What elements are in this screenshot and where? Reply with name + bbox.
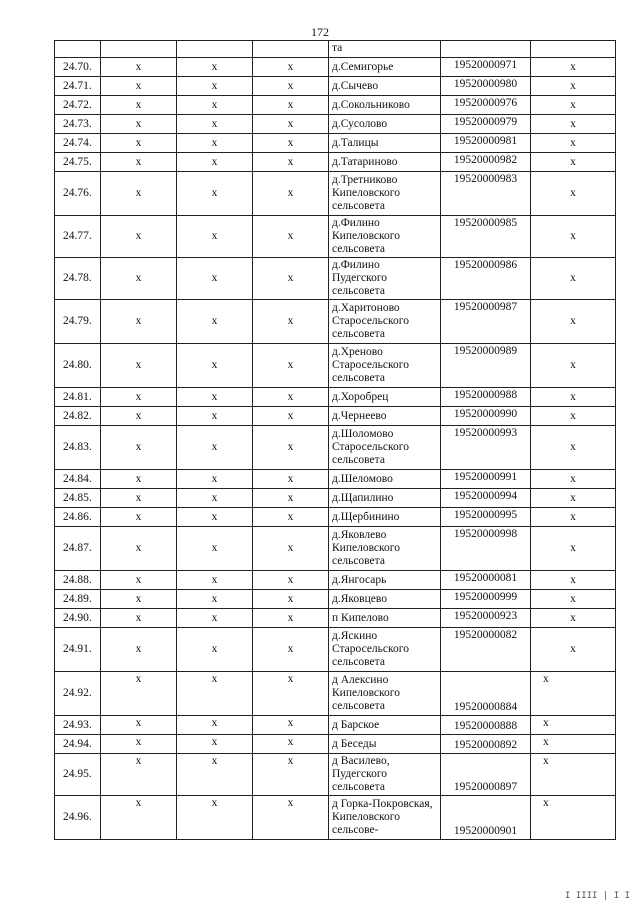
table-row (55, 407, 616, 426)
mark-cell: х (253, 508, 329, 527)
settlement-name: д Алексино Кипеловского сельсовета (329, 672, 441, 716)
oktmo-code: 19520000976 (441, 96, 531, 115)
table-row (55, 796, 616, 840)
oktmo-code: 19520000993 (441, 426, 531, 470)
mark-cell: х (531, 527, 616, 571)
mark-cell: х (177, 508, 253, 527)
mark-cell: х (101, 754, 177, 796)
settlement-name: д Василево, Пудегского сельсовета (329, 754, 441, 796)
table-row (55, 590, 616, 609)
mark-cell: х (531, 754, 616, 796)
table-row (55, 388, 616, 407)
row-number: 24.90. (55, 609, 101, 628)
oktmo-code: 19520000082 (441, 628, 531, 672)
oktmo-code: 19520000884 (441, 672, 531, 716)
mark-cell: х (101, 388, 177, 407)
row-number: 24.88. (55, 571, 101, 590)
mark-cell: х (253, 426, 329, 470)
table-row (55, 735, 616, 754)
mark-cell: х (101, 344, 177, 388)
oktmo-code: 19520000989 (441, 344, 531, 388)
mark-cell: х (101, 735, 177, 754)
oktmo-code: 19520000980 (441, 77, 531, 96)
settlement-name: д.Яковлево Кипеловского сельсовета (329, 527, 441, 571)
mark-cell: х (253, 344, 329, 388)
mark-cell: х (253, 527, 329, 571)
row-number: 24.71. (55, 77, 101, 96)
mark-cell: х (253, 609, 329, 628)
oktmo-code: 19520000888 (441, 716, 531, 735)
mark-cell: х (531, 426, 616, 470)
table-row (55, 300, 616, 344)
oktmo-code: 19520000979 (441, 115, 531, 134)
mark-cell: х (177, 796, 253, 840)
mark-cell: х (253, 258, 329, 300)
settlement-name: д.Хоробрец (329, 388, 441, 407)
table-row (55, 172, 616, 216)
mark-cell: х (531, 508, 616, 527)
mark-cell: х (177, 590, 253, 609)
oktmo-code: 19520000988 (441, 388, 531, 407)
settlement-name: д Горка-Покровская, Кипеловского сельсове- (329, 796, 441, 840)
oktmo-code: 19520000990 (441, 407, 531, 426)
mark-cell: х (531, 96, 616, 115)
mark-cell: х (177, 628, 253, 672)
mark-cell: х (253, 407, 329, 426)
mark-cell: х (253, 716, 329, 735)
mark-cell: х (531, 300, 616, 344)
mark-cell: х (177, 216, 253, 258)
settlement-name: д.Сусолово (329, 115, 441, 134)
mark-cell: х (531, 115, 616, 134)
mark-cell: х (531, 489, 616, 508)
mark-cell: х (253, 470, 329, 489)
settlement-name: д.Сокольниково (329, 96, 441, 115)
mark-cell: х (101, 489, 177, 508)
mark-cell: х (253, 77, 329, 96)
oktmo-code: 19520000923 (441, 609, 531, 628)
mark-cell: х (253, 735, 329, 754)
mark-cell: х (531, 153, 616, 172)
row-number: 24.73. (55, 115, 101, 134)
row-number: 24.78. (55, 258, 101, 300)
row-number: 24.70. (55, 58, 101, 77)
settlement-name: д.Шоломово Старосельского сельсовета (329, 426, 441, 470)
settlement-name: д.Щапилино (329, 489, 441, 508)
mark-cell: х (177, 344, 253, 388)
table-row (55, 426, 616, 470)
settlement-name: д.Шеломово (329, 470, 441, 489)
settlement-name: д.Яскино Старосельского сельсовета (329, 628, 441, 672)
oktmo-code: 19520000983 (441, 172, 531, 216)
table-row (55, 115, 616, 134)
mark-cell: х (253, 796, 329, 840)
oktmo-code: 19520000987 (441, 300, 531, 344)
settlement-name: д.Хреново Старосельского сельсовета (329, 344, 441, 388)
table-row (55, 470, 616, 489)
row-number: 24.93. (55, 716, 101, 735)
mark-cell: х (177, 96, 253, 115)
mark-cell: х (253, 58, 329, 77)
row-number: 24.72. (55, 96, 101, 115)
mark-cell: х (253, 489, 329, 508)
mark-cell: х (177, 300, 253, 344)
mark-cell: х (177, 735, 253, 754)
mark-cell: х (101, 470, 177, 489)
settlement-name: д.Татариново (329, 153, 441, 172)
settlement-name: д Беседы (329, 735, 441, 754)
mark-cell: х (101, 153, 177, 172)
row-number: 24.76. (55, 172, 101, 216)
mark-cell: х (101, 508, 177, 527)
settlement-name: д.Талицы (329, 134, 441, 153)
settlement-name: п Кипелово (329, 609, 441, 628)
row-number: 24.83. (55, 426, 101, 470)
oktmo-code: 19520000998 (441, 527, 531, 571)
mark-cell: х (177, 172, 253, 216)
mark-cell: х (177, 407, 253, 426)
oktmo-code: 19520000971 (441, 58, 531, 77)
oktmo-code: 19520000081 (441, 571, 531, 590)
table-cell (55, 41, 101, 58)
mark-cell: х (101, 258, 177, 300)
mark-cell: х (101, 590, 177, 609)
mark-cell: х (177, 754, 253, 796)
mark-cell: х (531, 407, 616, 426)
mark-cell: х (177, 388, 253, 407)
mark-cell: х (253, 115, 329, 134)
mark-cell: х (531, 172, 616, 216)
mark-cell: х (531, 470, 616, 489)
table-row (55, 571, 616, 590)
table-cell (531, 41, 616, 58)
oktmo-code: 19520000985 (441, 216, 531, 258)
table-cell: та (329, 41, 441, 58)
table-row (55, 216, 616, 258)
mark-cell: х (253, 388, 329, 407)
oktmo-code: 19520000892 (441, 735, 531, 754)
mark-cell: х (101, 134, 177, 153)
mark-cell: х (101, 96, 177, 115)
row-number: 24.80. (55, 344, 101, 388)
oktmo-code: 19520000999 (441, 590, 531, 609)
mark-cell: х (531, 134, 616, 153)
mark-cell: х (177, 609, 253, 628)
table-body (55, 41, 616, 840)
mark-cell: х (531, 609, 616, 628)
mark-cell: х (531, 77, 616, 96)
footer-marks: I IIII | I I (564, 891, 630, 901)
mark-cell: х (531, 216, 616, 258)
oktmo-code: 19520000897 (441, 754, 531, 796)
row-number: 24.96. (55, 796, 101, 840)
settlement-name: д.Семигорье (329, 58, 441, 77)
table-row (55, 672, 616, 716)
mark-cell: х (253, 754, 329, 796)
row-number: 24.86. (55, 508, 101, 527)
row-number: 24.82. (55, 407, 101, 426)
row-number: 24.81. (55, 388, 101, 407)
table-row (55, 508, 616, 527)
table-row (55, 628, 616, 672)
oktmo-code: 19520000982 (441, 153, 531, 172)
header-continuation-row (55, 41, 616, 58)
mark-cell: х (177, 489, 253, 508)
mark-cell: х (253, 134, 329, 153)
mark-cell: х (177, 527, 253, 571)
row-number: 24.77. (55, 216, 101, 258)
mark-cell: х (531, 590, 616, 609)
table-row (55, 96, 616, 115)
mark-cell: х (531, 672, 616, 716)
mark-cell: х (253, 300, 329, 344)
table-row (55, 716, 616, 735)
table-row (55, 754, 616, 796)
mark-cell: х (101, 300, 177, 344)
mark-cell: х (101, 58, 177, 77)
oktmo-code: 19520000995 (441, 508, 531, 527)
mark-cell: х (531, 258, 616, 300)
row-number: 24.92. (55, 672, 101, 716)
mark-cell: х (531, 58, 616, 77)
mark-cell: х (253, 153, 329, 172)
table-row (55, 344, 616, 388)
table-cell (253, 41, 329, 58)
mark-cell: х (177, 470, 253, 489)
oktmo-code: 19520000981 (441, 134, 531, 153)
mark-cell: х (177, 134, 253, 153)
mark-cell: х (177, 716, 253, 735)
row-number: 24.94. (55, 735, 101, 754)
page-number: 172 (311, 25, 329, 39)
settlement-name: д.Сычево (329, 77, 441, 96)
settlement-name: д.Филино Кипеловского сельсовета (329, 216, 441, 258)
mark-cell: х (101, 672, 177, 716)
table-row (55, 258, 616, 300)
mark-cell: х (253, 672, 329, 716)
mark-cell: х (177, 153, 253, 172)
mark-cell: х (177, 258, 253, 300)
table-row (55, 153, 616, 172)
mark-cell: х (253, 628, 329, 672)
mark-cell: х (177, 58, 253, 77)
settlements-table (54, 40, 616, 840)
row-number: 24.79. (55, 300, 101, 344)
mark-cell: х (531, 628, 616, 672)
mark-cell: х (101, 172, 177, 216)
mark-cell: х (177, 77, 253, 96)
mark-cell: х (177, 115, 253, 134)
oktmo-code: 19520000994 (441, 489, 531, 508)
row-number: 24.75. (55, 153, 101, 172)
table-row (55, 134, 616, 153)
table-row (55, 527, 616, 571)
mark-cell: х (101, 571, 177, 590)
settlement-name: д.Чернеево (329, 407, 441, 426)
mark-cell: х (177, 672, 253, 716)
oktmo-code: 19520000901 (441, 796, 531, 840)
mark-cell: х (101, 77, 177, 96)
settlement-name: д.Яковцево (329, 590, 441, 609)
mark-cell: х (531, 388, 616, 407)
table-cell (101, 41, 177, 58)
table-row (55, 609, 616, 628)
mark-cell: х (253, 590, 329, 609)
mark-cell: х (253, 172, 329, 216)
settlement-name: д.Харитоново Старосельского сельсовета (329, 300, 441, 344)
mark-cell: х (253, 571, 329, 590)
settlement-name: д.Третниково Кипеловского сельсовета (329, 172, 441, 216)
table-row (55, 77, 616, 96)
row-number: 24.74. (55, 134, 101, 153)
row-number: 24.91. (55, 628, 101, 672)
oktmo-code: 19520000986 (441, 258, 531, 300)
table-row (55, 58, 616, 77)
table-cell (441, 41, 531, 58)
mark-cell: х (101, 115, 177, 134)
row-number: 24.95. (55, 754, 101, 796)
row-number: 24.84. (55, 470, 101, 489)
table-cell (177, 41, 253, 58)
settlement-name: д.Филино Пудегского сельсовета (329, 258, 441, 300)
settlement-name: д.Щербинино (329, 508, 441, 527)
row-number: 24.87. (55, 527, 101, 571)
mark-cell: х (101, 609, 177, 628)
mark-cell: х (253, 216, 329, 258)
oktmo-code: 19520000991 (441, 470, 531, 489)
mark-cell: х (177, 571, 253, 590)
row-number: 24.85. (55, 489, 101, 508)
mark-cell: х (101, 716, 177, 735)
mark-cell: х (531, 735, 616, 754)
mark-cell: х (531, 344, 616, 388)
mark-cell: х (101, 628, 177, 672)
row-number: 24.89. (55, 590, 101, 609)
mark-cell: х (531, 571, 616, 590)
mark-cell: х (531, 716, 616, 735)
settlement-name: д Барское (329, 716, 441, 735)
mark-cell: х (531, 796, 616, 840)
mark-cell: х (253, 96, 329, 115)
mark-cell: х (101, 796, 177, 840)
mark-cell: х (177, 426, 253, 470)
mark-cell: х (101, 407, 177, 426)
settlement-name: д.Янгосарь (329, 571, 441, 590)
mark-cell: х (101, 527, 177, 571)
table-row (55, 489, 616, 508)
mark-cell: х (101, 216, 177, 258)
mark-cell: х (101, 426, 177, 470)
